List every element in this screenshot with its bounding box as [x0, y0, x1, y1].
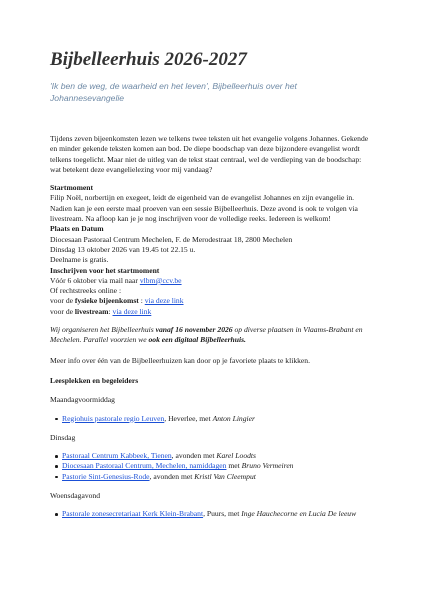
- location-link[interactable]: Pastorale zonesecretariaat Kerk Klein-Brabant: [62, 509, 204, 519]
- organize-part1: Wij organiseren het Bijbelleerhuis: [50, 325, 156, 335]
- free-text: Deelname is gratis.: [50, 255, 109, 265]
- group-day-monday: Maandagvoormiddag: [50, 395, 115, 405]
- subtitle: 'Ik ben de weg, de waarheid en het leven', Bijbelleerhuis over het Johannesevangelie: [50, 81, 297, 103]
- livestream-link[interactable]: via deze link: [112, 306, 152, 316]
- location-list-monday: [50, 414, 374, 424]
- register-heading: Inschrijven voor het startmoment: [50, 265, 160, 275]
- place-heading: Plaats en Datum: [50, 224, 104, 234]
- physical-prefix: voor de: [50, 296, 75, 306]
- location-link[interactable]: Pastoraal Centrum Kabbeek, Tienen: [62, 451, 172, 461]
- register-line: [50, 276, 374, 286]
- list-item: [62, 461, 374, 471]
- list-item: [62, 414, 374, 424]
- livestream-mid: :: [108, 306, 113, 316]
- group-day-wednesday: Woensdagavond: [50, 491, 101, 501]
- leader-name: Inge Hauchecorne en Lucia De leeuw: [241, 509, 357, 519]
- livestream-prefix: voor de: [50, 306, 75, 316]
- list-item: [62, 451, 374, 461]
- place-text: Diocesaan Pastoraal Centrum Mechelen, F. de Merodestraat 18, 2800 Mechelen: [50, 234, 293, 244]
- location-detail: , Puurs, met: [203, 509, 242, 519]
- leader-name: Anton Lingier: [212, 413, 255, 423]
- or-direct-text: Of rechtstreeks online :: [50, 286, 122, 296]
- physical-mid: :: [138, 296, 145, 306]
- location-list-wednesday: [50, 509, 374, 519]
- register-email-link[interactable]: vlbm@ccv.be: [139, 275, 182, 285]
- physical-link[interactable]: via deze link: [144, 296, 184, 306]
- leader-name: Kristl Van Cleemput: [194, 471, 256, 481]
- livestream-line: [50, 307, 374, 317]
- startmoment-section: [50, 183, 374, 317]
- location-link[interactable]: Regiohuis pastorale regio Leuven: [62, 413, 165, 423]
- location-detail: , avonden met: [171, 451, 217, 461]
- organize-digital: ook een digitaal Bijbelleerhuis.: [148, 335, 246, 345]
- livestream-bold: livestream: [74, 306, 109, 316]
- list-item: [62, 509, 374, 519]
- organize-paragraph: [50, 325, 374, 346]
- location-link[interactable]: Diocesaan Pastoraal Centrum, Mechelen, namiddagen: [62, 461, 227, 471]
- location-detail: , Heverlee, met: [164, 413, 213, 423]
- register-prefix: Vóór 6 oktober via mail naar: [50, 275, 140, 285]
- more-info-text: Meer info over één van de Bijbelleerhuizen kan door op je favoriete plaats te klikken.: [50, 355, 310, 365]
- startmoment-text: Filip Noël, norbertijn en exegeet, leidt de eigenheid van de evangelist Johannes en zijn evangelie in. Nadien kan je een eerste maal proeven van een sessie Bijbelleerhuis. Deze avond is ook te volgen via livestream. Na afloop kan je je nog inschrijven voor de volledige reeks. Iedereen is welkom!: [50, 193, 358, 224]
- locations-heading: Leesplekken en begeleiders: [50, 375, 139, 385]
- list-item: [62, 472, 374, 482]
- page-title: Bijbelleerhuis 2026-2027: [50, 49, 247, 70]
- intro-paragraph: Tijdens zeven bijeenkomsten lezen we telkens twee teksten uit het evangelie volgens Johannes. Gekende en minder gekende teksten komen aan bod. De diepe boodschap van deze bijzondere evangelist wordt telkens toegelicht. Maar niet de uitleg van de tekst staat centraal, wel de verdieping van de boodschap: wat betekent deze evangelielezing voor mij vandaag?: [50, 134, 369, 174]
- organize-part3: op diverse plaatsen in Vlaams-Brabant en Mechelen. Parallel voorzien we: [50, 325, 363, 345]
- leader-name: Karel Loodts: [216, 451, 256, 461]
- location-list-tuesday: [50, 451, 374, 482]
- location-link[interactable]: Pastorie Sint-Genesius-Rode: [62, 471, 150, 481]
- location-detail: , avonden met: [149, 471, 195, 481]
- startmoment-heading: Startmoment: [50, 183, 94, 193]
- physical-bold: fysieke bijeenkomst: [74, 296, 139, 306]
- date-text: Dinsdag 13 oktober 2026 van 19.45 tot 22.15 u.: [50, 244, 196, 254]
- physical-line: [50, 296, 374, 306]
- group-day-tuesday: Dinsdag: [50, 432, 76, 442]
- location-detail: met: [226, 461, 242, 471]
- organize-date: vanaf 16 november 2026: [155, 325, 233, 335]
- leader-name: Bruno Vermeiren: [241, 461, 294, 471]
